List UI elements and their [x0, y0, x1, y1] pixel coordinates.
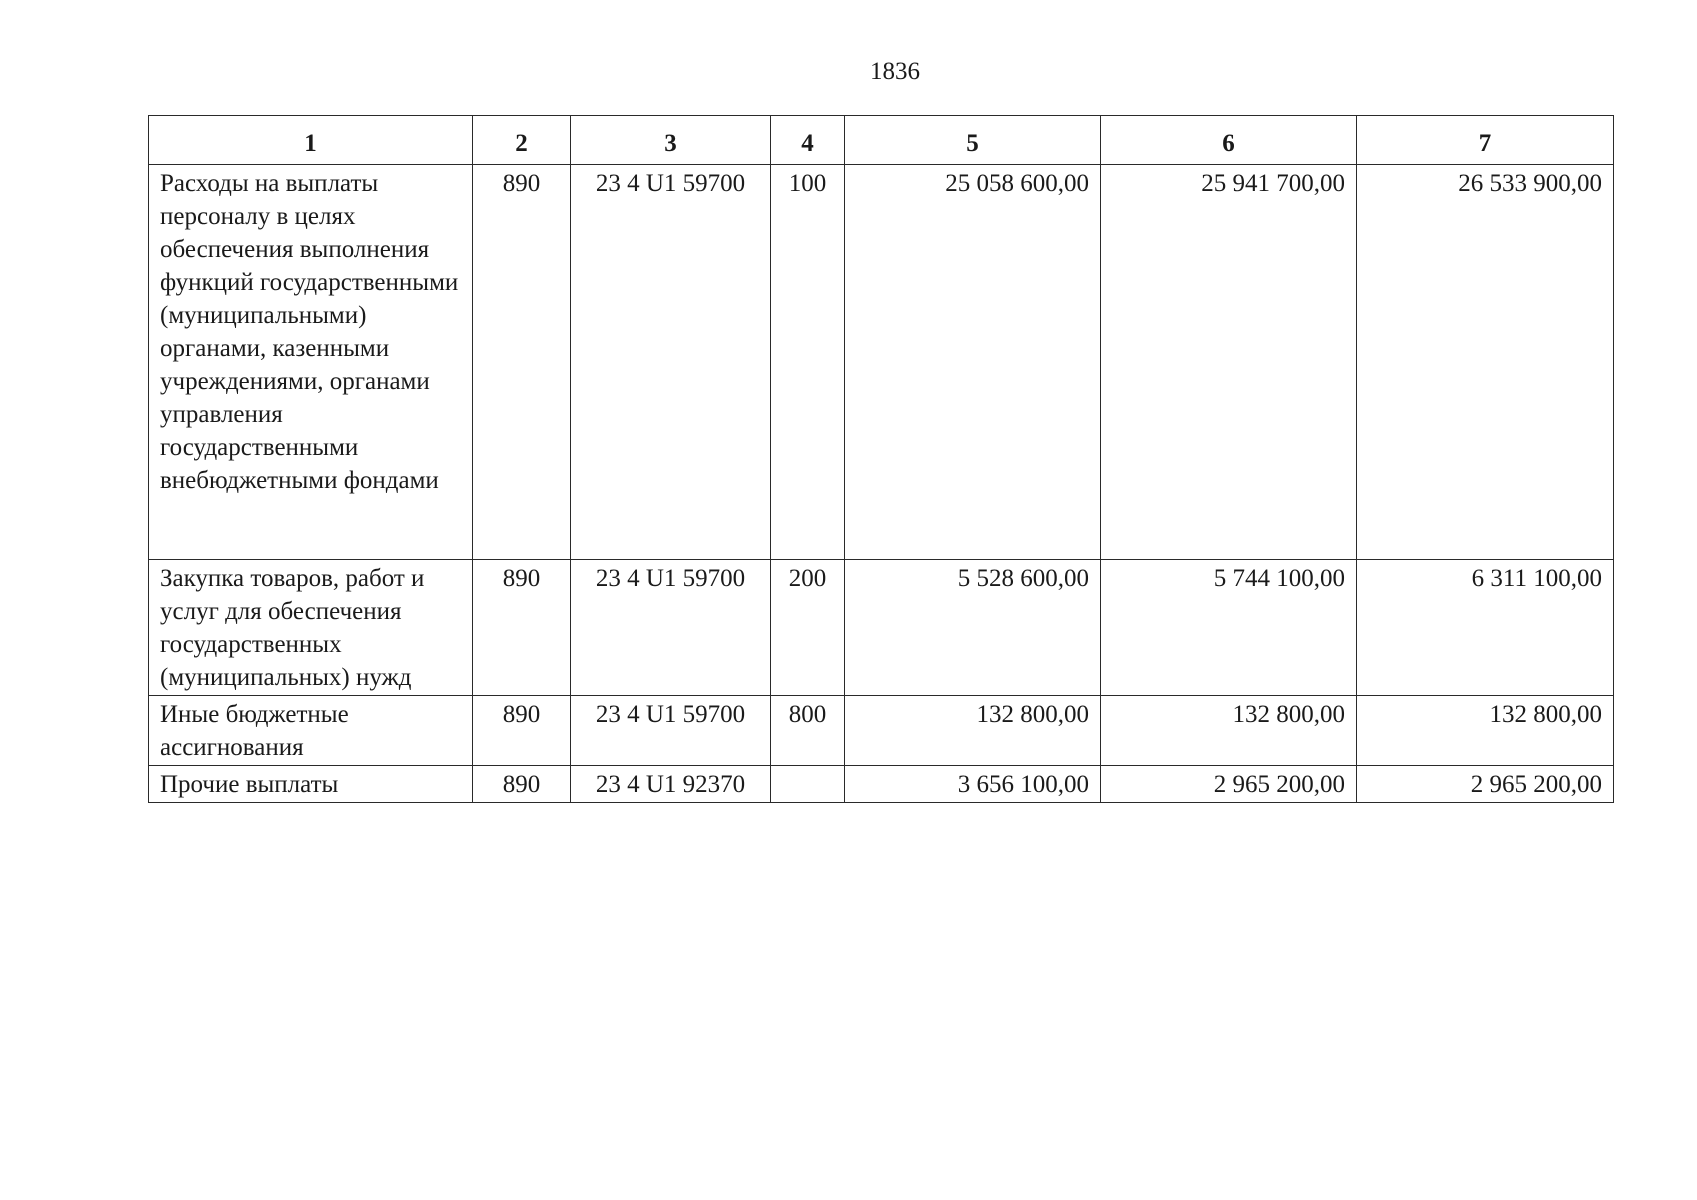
row-amount-year-3: 132 800,00: [1357, 696, 1614, 766]
row-amount-year-2: 25 941 700,00: [1101, 165, 1357, 560]
header-col-2: 2: [473, 116, 571, 165]
row-amount-year-3: 2 965 200,00: [1357, 766, 1614, 803]
row-amount-year-3: 26 533 900,00: [1357, 165, 1614, 560]
header-col-6: 6: [1101, 116, 1357, 165]
table-row: [149, 165, 1614, 560]
row-expense-type: [771, 766, 845, 803]
table-row: [149, 696, 1614, 766]
row-name: Закупка товаров, работ и услуг для обеспечения государственных (муниципальных) нужд: [149, 560, 473, 696]
row-expense-type: 800: [771, 696, 845, 766]
budget-table: [148, 115, 1614, 803]
row-amount-year-1: 5 528 600,00: [845, 560, 1101, 696]
row-amount-year-2: 5 744 100,00: [1101, 560, 1357, 696]
row-ministry-code: 890: [473, 165, 571, 560]
row-amount-year-1: 132 800,00: [845, 696, 1101, 766]
row-amount-year-2: 2 965 200,00: [1101, 766, 1357, 803]
row-amount-year-3: 6 311 100,00: [1357, 560, 1614, 696]
header-col-3: 3: [571, 116, 771, 165]
row-ministry-code: 890: [473, 560, 571, 696]
row-amount-year-2: 132 800,00: [1101, 696, 1357, 766]
row-name: Прочие выплаты: [149, 766, 473, 803]
row-expense-type: 200: [771, 560, 845, 696]
row-ministry-code: 890: [473, 696, 571, 766]
row-name: Расходы на выплаты персоналу в целях обеспечения выполнения функций государственными (муниципальными) органами, казенными учреждениями, органами управления государственными внебюджетными фондами: [149, 165, 473, 560]
header-row: [149, 116, 1614, 165]
table-row: [149, 560, 1614, 696]
row-ministry-code: 890: [473, 766, 571, 803]
row-target-code: 23 4 U1 59700: [571, 696, 771, 766]
row-amount-year-1: 3 656 100,00: [845, 766, 1101, 803]
header-col-7: 7: [1357, 116, 1614, 165]
header-col-5: 5: [845, 116, 1101, 165]
table-row: [149, 766, 1614, 803]
page-number: 1836: [870, 58, 920, 85]
row-target-code: 23 4 U1 92370: [571, 766, 771, 803]
row-target-code: 23 4 U1 59700: [571, 165, 771, 560]
row-expense-type: 100: [771, 165, 845, 560]
row-name: Иные бюджетные ассигнования: [149, 696, 473, 766]
row-amount-year-1: 25 058 600,00: [845, 165, 1101, 560]
row-target-code: 23 4 U1 59700: [571, 560, 771, 696]
header-col-4: 4: [771, 116, 845, 165]
header-col-1: 1: [149, 116, 473, 165]
